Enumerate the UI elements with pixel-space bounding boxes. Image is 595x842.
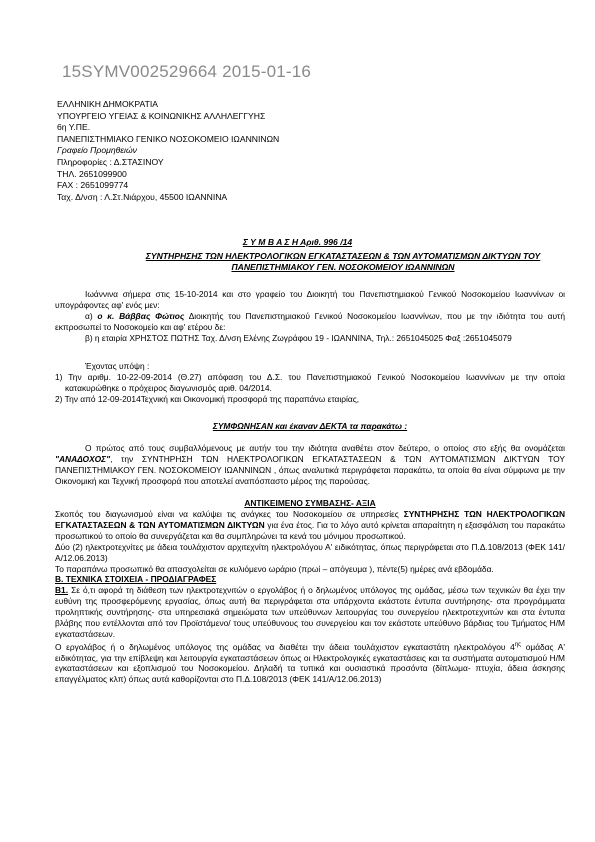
b1-paragraph (55, 585, 565, 640)
letterhead-line: 6η Υ.ΠΕ. (57, 122, 91, 133)
agreed-text: Ο πρώτος από τους συμβαλλόμενους με αυτήν του την ιδιότητα αναθέτει στον δεύτερο, ο οποίος στο εξής θα ονομάζεται (85, 443, 565, 453)
b1-paragraph-2 (55, 640, 565, 685)
object-text: για ένα έτος. Για το λόγο αυτό κρίνεται απαραίτητη η εξασφάλιση του παρακάτω προσωπικού το οποίο θα συνεργάζεται και θα συμπληρώνει τα κενά του μόνιμου προσωπικού. (55, 519, 565, 541)
regard-item: 2) Την από 12-09-2014Τεχνική και Οικονομική προσφορά της παραπάνω εταιρίας, (55, 393, 360, 404)
party-b: β) η εταιρία ΧΡΗΣΤΟΣ ΠΩΤΗΣ Ταχ. Δ/νση Ελένης Ζωγράφου 19 - ΙΩΑΝΝΙΝΑ, Τηλ.: 2651045025 Φαξ :2651045079 (85, 332, 512, 343)
agreed-paragraph (55, 443, 565, 487)
agreed-heading-text: ΣΥΜΦΩΝΗΣΑΝ και έκαναν ΔΕΚΤΑ τα παρακάτω : (212, 421, 408, 431)
letterhead-line: FAX : 2651099774 (57, 180, 129, 191)
object-bold-text: ΣΥΝΤΗΡΗΣΗΣ ΤΩΝ ΗΛΕΚΤΡΟΛΟΓΙΚΩΝ ΕΓΚΑΤΑΣΤΑΣΕΩΝ & ΤΩΝ ΑΥΤΟΜΑΤΙΣΜΩΝ ΔΙΚΤΥΩΝ (55, 509, 565, 530)
object-paragraph: Το παραπάνω προσωπικό θα απασχολείται σε κυλιόμενο ωράριο (πρωί – απόγευμα ), πέντε(5) ημέρες ανά εβδομάδα. (55, 563, 494, 574)
letterhead-line: Γραφείο Προμηθειών (57, 145, 137, 156)
contract-title-text: Σ Υ Μ Β Α Σ Η Αριθ. 996 /14 (242, 237, 353, 247)
having-regard: Έχοντας υπόψη : (85, 361, 150, 371)
letterhead-line: ΠΑΝΕΠΙΣΤΗΜΙΑΚΟ ΓΕΝΙΚΟ ΝΟΣΟΚΟΜΕΙΟ ΙΩΑΝΝΙΝΩΝ (57, 133, 280, 144)
b1-text: Ο εργολάβος ή ο δηλωμένος υπόλογος της ομάδας να διαθέτει την άδεια τουλάχιστον εγκαταστάτη ηλεκτρολόγου 4 (55, 641, 515, 652)
object-heading (55, 498, 565, 509)
tech-heading: Β. ΤΕΧΝΙΚΑ ΣΤΟΙΧΕΙΑ - ΠΡΟΔΙΑΓΡΑΦΕΣ (55, 574, 217, 585)
agreed-text: , την ΣΥΝΤΗΡΗΣΗ ΤΩΝ ΗΛΕΚΤΡΟΛΟΓΙΚΩΝ ΕΓΚΑΤΑΣΤΑΣΕΩΝ & ΤΩΝ ΑΥΤΟΜΑΤΙΣΜΩΝ ΔΙΚΤΥΩΝ ΤΟΥ ΠΑΝΕΠΙΣΤΗΜΙΑΚΟΥ ΓΕΝ. ΝΟΣΟΚΟΜΕΙΟΥ ΙΩΑΝΝΙΝΩΝ , όπως αναλυτικά περιγράφεται παρακάτω, τα οποία θα είναι σύμφωνα με την Οικονομική και Τεχνική προσφορά που αποτελεί αναπόσπαστο μέρος της παρούσας. (55, 453, 565, 486)
object-paragraph (55, 509, 565, 542)
party-a (55, 311, 565, 333)
letterhead-line: ΤΗΛ. 2651099900 (57, 168, 127, 179)
document-stamp: 15SYMV002529664 2015-01-16 (62, 62, 312, 81)
letterhead-line: ΕΛΛΗΝΙΚΗ ΔΗΜΟΚΡΑΤΙΑ (57, 99, 158, 109)
letterhead-line: Πληροφορίες : Δ.ΣΤΑΣΙΝΟΥ (57, 156, 164, 167)
superscript: ης (514, 641, 522, 648)
b1-label: Β1. (55, 585, 69, 596)
object-paragraph: Δύο (2) ηλεκτροτεχνίτες με άδεια τουλάχιστον αρχιτεχνίτη ηλεκτρολόγου Α' ειδικότητας, όπως περιγράφεται στο Π.Δ.108/2013 (ΦΕΚ 141/Α/12.06.2013) (55, 541, 565, 563)
intro-section (55, 289, 565, 344)
party-a-name: ο κ. Βάββας Φώτιος (97, 310, 185, 321)
letterhead (57, 99, 279, 203)
party-a-prefix: α) (85, 310, 98, 321)
letterhead-line: ΥΠΟΥΡΓΕΙΟ ΥΓΕΙΑΣ & ΚΟΙΝΩΝΙΚΗΣ ΑΛΛΗΛΕΓΓΥΗΣ (57, 110, 266, 121)
object-section (55, 509, 565, 685)
regard-section (55, 361, 565, 405)
b1-text: ομάδας Α' ειδικότητας, για την επίβλεψη και λειτουργία εγκαταστάσεων όπως οι Ηλεκτρολογικές εγκαταστάσεις και τα συστήματα αυτοματισμού Η/Μ εγκαταστάσεων και εξοπλισμού του Νοσοκομείου. Δηλαδή τα τυπικά και ουσιαστικά προσόντα (δίπλωμα- πτυχία, άδεια άσκησης επαγγέλματος κλπ) όπως αυτά καθορίζονται στο Π.Δ.108/2013 (ΦΕΚ 141/Α/12.06.2013) (55, 641, 565, 685)
contract-title (0, 237, 595, 247)
letterhead-line: Ταχ. Δ/νση : Λ.Στ.Νιάρχου, 45500 ΙΩΑΝΝΙΝΑ (57, 191, 228, 202)
object-heading-text: ΑΝΤΙΚΕΙΜΕΝΟ ΣΥΜΒΑΣΗΣ- ΑΞΙΑ (244, 498, 376, 508)
agreed-heading (55, 421, 565, 432)
contractor-term: "ΑΝΑΔΟΧΟΣ" (55, 453, 111, 464)
party-a-rest: Διοικητής του Πανεπιστημιακού Γενικού Νοσοκομείου Ιωαννίνων, που με την ιδιότητα του αυτή εκπροσωπεί το Νοσοκομείο και αφ' ετέρου δε: (55, 310, 565, 332)
intro-paragraph: Ιωάννινα σήμερα στις 15-10-2014 και στο γραφείο του Διοικητή του Πανεπιστημιακού Γενικού Νοσοκομείου Ιωαννίνων οι υπογράφοντες αφ' ενός μεν: (55, 289, 565, 310)
b1-text: Σε ό,τι αφορά τη διάθεση των ηλεκτροτεχνιτών ο εργολάβος ή ο δηλωμένος υπόλογος της ομάδας, μέσω των τεχνικών θα έχει την ευθύνη της προσφερόμενης εργασίας, όπως αυτή θα περιγράφεται στα υπάρχοντα εκάστοτε έντυπα συντήρησης- στα προγράμματα προληπτικής συντήρησης- στα υπηρεσιακά σημειώματα των υπεύθυνων λειτουργίας του συνεργείου ηλεκτροτεχνιτών και στα έντυπα βλάβης που εντέλλονται από τον Προϊστάμενο/ τους υπεύθυνους του συνεργείου και τον εκάστοτε υπεύθυνο βάρδιας του Τμήματος Η/Μ εγκαταστάσεων. (55, 585, 565, 639)
contract-subject: ΣΥΝΤΗΡΗΣΗΣ ΤΩΝ ΗΛΕΚΤΡΟΛΟΓΙΚΩΝ ΕΓΚΑΤΑΣΤΑΣΕΩΝ & ΤΩΝ ΑΥΤΟΜΑΤΙΣΜΩΝ ΔΙΚΤΥΩΝ ΤΟΥ ΠΑΝΕΠΙΣΤΗΜΙΑΚΟΥ ΓΕΝ. ΝΟΣΟΚΟΜΕΙΟΥ ΙΩΑΝΝΙΝΩΝ (145, 251, 541, 272)
agreed-section (55, 443, 565, 487)
regard-item: 1) Την αριθμ. 10-22-09-2014 (Θ.27) απόφαση του Δ.Σ. του Πανεπιστημιακού Γενικού Νοσοκομείου Ιωαννίνων με την οποία κατακυρώθηκε ο πρόχειρος διαγωνισμός αριθ. 04/2014. (55, 371, 565, 393)
object-text: Σκοπός του διαγωνισμού είναι να καλύψει τις ανάγκες του Νοσοκομείου σε υπηρεσίες (55, 509, 404, 519)
